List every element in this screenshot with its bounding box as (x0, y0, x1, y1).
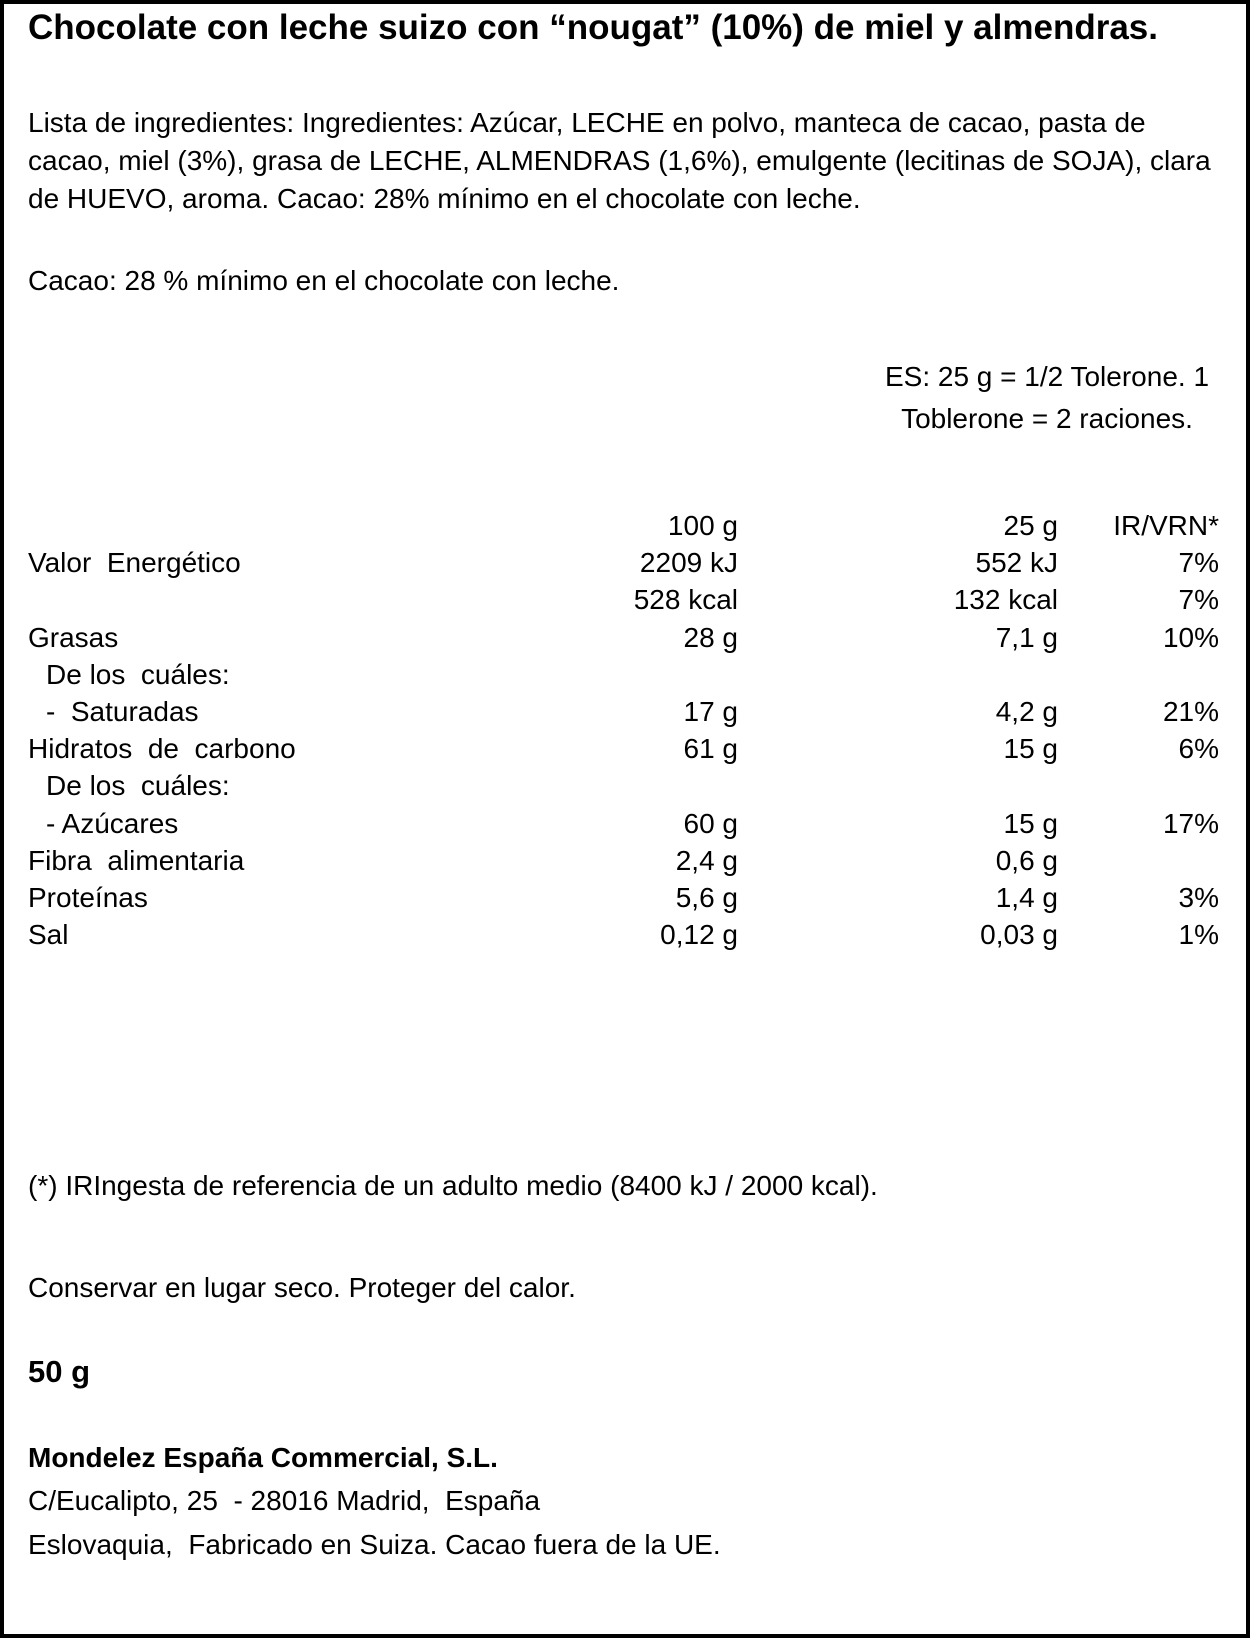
ir-vrn-percent: 21% (1162, 695, 1219, 727)
ingredients-text: Lista de ingredientes: Ingredientes: Azúcar, LECHE en polvo, manteca de cacao, pasta de cacao, miel (3%), grasa de LECHE, ALMENDRAS (1,6%), emulgente (lecitinas de SOJA), clara de HUEVO, aroma. Cacao: 28% mínimo en el chocolate con leche. (28, 107, 1211, 214)
nutrition-row (4, 919, 1250, 956)
company-address: C/Eucalipto, 25 - 28016 Madrid, España (28, 1485, 541, 1516)
value-per-25g: 0,03 g (980, 919, 1058, 951)
portion-info (862, 356, 1232, 440)
value-per-25g: 552 kJ (975, 547, 1058, 579)
value-per-25g: 1,4 g (995, 881, 1058, 913)
nutrition-row (4, 882, 1250, 919)
nutrient-label: Valor Energético (28, 547, 241, 579)
origin-statement: Eslovaquia, Fabricado en Suiza. Cacao fuera de la UE. (28, 1529, 721, 1560)
header-ir-vrn: IR/VRN* (1113, 510, 1219, 541)
nutrition-rows (4, 547, 1250, 956)
value-per-100g: 2209 kJ (639, 547, 738, 579)
value-per-100g: 0,12 g (660, 919, 738, 951)
nutrition-row (4, 659, 1250, 696)
value-per-100g: 28 g (683, 621, 738, 653)
nutrition-row (4, 770, 1250, 807)
header-25g: 25 g (1003, 510, 1058, 541)
value-per-25g: 0,6 g (995, 844, 1058, 876)
nutrient-label: De los cuáles: (46, 658, 230, 690)
value-per-25g: 4,2 g (995, 695, 1058, 727)
nutrition-row (4, 733, 1250, 770)
company-name: Mondelez España Commercial, S.L. (28, 1442, 498, 1473)
value-per-100g: 60 g (683, 807, 738, 839)
nutrient-label: - Saturadas (46, 695, 199, 727)
cacao-statement: Cacao: 28 % mínimo en el chocolate con leche. (28, 265, 620, 296)
ir-vrn-percent: 17% (1162, 807, 1219, 839)
nutrient-label: Grasas (28, 621, 119, 653)
nutrient-label: De los cuáles: (46, 770, 230, 802)
nutrient-label: Sal (28, 919, 69, 951)
value-per-100g: 61 g (683, 733, 738, 765)
value-per-25g: 15 g (1003, 807, 1058, 839)
ir-vrn-percent: 7% (1178, 547, 1219, 579)
ir-vrn-percent: 6% (1178, 733, 1219, 765)
value-per-25g: 7,1 g (995, 621, 1058, 653)
header-100g: 100 g (667, 510, 738, 541)
product-title: Chocolate con leche suizo con “nougat” (10%) de miel y almendras. (28, 8, 1158, 47)
ingredients-list (28, 104, 1228, 218)
nutrient-label: Fibra alimentaria (28, 844, 245, 876)
footnote: (*) IRIngesta de referencia de un adulto medio (8400 kJ / 2000 kcal). (28, 1170, 878, 1201)
value-per-100g: 528 kcal (633, 584, 738, 616)
value-per-100g: 2,4 g (675, 844, 738, 876)
nutrition-row (4, 845, 1250, 882)
ir-vrn-percent: 10% (1162, 621, 1219, 653)
storage-instructions: Conservar en lugar seco. Proteger del calor. (28, 1272, 576, 1303)
net-weight: 50 g (28, 1354, 91, 1389)
value-per-100g: 5,6 g (675, 881, 738, 913)
nutrition-row (4, 808, 1250, 845)
nutrition-table (4, 510, 1250, 956)
nutrition-header-row (4, 510, 1250, 547)
nutrition-row (4, 696, 1250, 733)
nutrition-row (4, 622, 1250, 659)
nutrition-row (4, 584, 1250, 621)
nutrient-label: Proteínas (28, 881, 148, 913)
nutrient-label: - Azúcares (46, 807, 179, 839)
value-per-25g: 15 g (1003, 733, 1058, 765)
value-per-100g: 17 g (683, 695, 738, 727)
value-per-25g: 132 kcal (953, 584, 1058, 616)
ir-vrn-percent: 1% (1178, 919, 1219, 951)
ir-vrn-percent: 3% (1178, 881, 1219, 913)
portion-line-2: Toblerone = 2 raciones. (901, 403, 1193, 434)
nutrition-row (4, 547, 1250, 584)
ir-vrn-percent: 7% (1178, 584, 1219, 616)
nutrient-label: Hidratos de carbono (28, 733, 296, 765)
portion-line-1: ES: 25 g = 1/2 Tolerone. 1 (884, 361, 1210, 392)
